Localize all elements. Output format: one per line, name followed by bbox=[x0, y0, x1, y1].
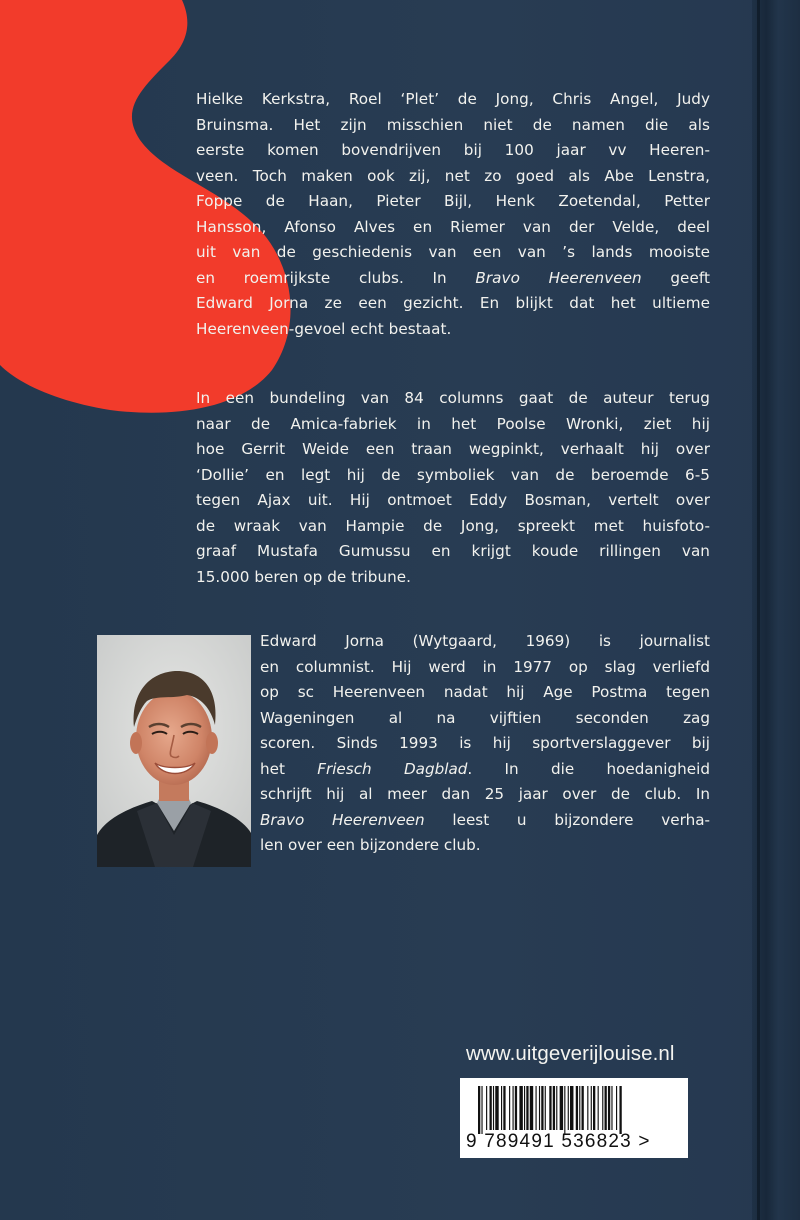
barcode-bar bbox=[587, 1086, 588, 1130]
barcode-bar bbox=[591, 1086, 592, 1130]
blurb-line: Edward Jorna ze een gezicht. En blijkt dat het ultieme bbox=[196, 294, 710, 312]
barcode-bar bbox=[598, 1086, 599, 1130]
bio-line: Edward Jorna (Wytgaard, 1969) is journalist bbox=[260, 632, 710, 650]
barcode-bar bbox=[593, 1086, 595, 1130]
bio-text: . In die hoedanigheid bbox=[467, 759, 710, 778]
blurb-line: In een bundeling van 84 columns gaat de auteur terug bbox=[196, 389, 710, 407]
blurb-paragraph-2 bbox=[196, 386, 710, 590]
author-portrait-illustration bbox=[97, 635, 251, 867]
barcode-bar bbox=[549, 1086, 551, 1130]
author-photo bbox=[97, 635, 251, 867]
blurb-line: Hansson, Afonso Alves en Riemer van der Velde, deel bbox=[196, 217, 710, 236]
newspaper-title-italic: Friesch Dagblad bbox=[317, 759, 468, 778]
barcode-bar bbox=[619, 1086, 621, 1134]
bio-line: Wageningen al na vijftien seconden zag bbox=[260, 708, 710, 727]
blurb-line: graaf Mustafa Gumussu en krijgt koude rillingen van bbox=[196, 542, 710, 560]
bio-line bbox=[260, 808, 710, 834]
barcode-bar bbox=[553, 1086, 555, 1130]
isbn-digits: 9 789491 536823 > bbox=[466, 1131, 651, 1152]
barcode-bar bbox=[486, 1086, 487, 1130]
barcode-bar bbox=[611, 1086, 612, 1130]
book-title-italic: Bravo Heerenveen bbox=[475, 268, 642, 287]
blurb-line: veen. Toch maken ook zij, net zo goed als Abe Lenstra, bbox=[196, 166, 710, 185]
barcode-bar bbox=[564, 1086, 565, 1134]
blurb-paragraph-1 bbox=[196, 87, 710, 342]
barcode-bar bbox=[524, 1086, 525, 1130]
barcode-bar bbox=[568, 1086, 569, 1130]
blurb-line: de wraak van Hampie de Jong, spreekt met huisfoto- bbox=[196, 516, 710, 535]
blurb-line bbox=[196, 266, 710, 292]
barcode-bar bbox=[576, 1086, 578, 1130]
barcode-bar bbox=[602, 1086, 603, 1130]
barcode-bar bbox=[526, 1086, 528, 1130]
book-title-italic: Bravo Heerenveen bbox=[260, 810, 425, 829]
barcode-bar bbox=[481, 1086, 482, 1134]
barcode-bar bbox=[605, 1086, 607, 1130]
blurb-line: Heerenveen-gevoel echt bestaat. bbox=[196, 319, 452, 338]
barcode-bar bbox=[478, 1086, 480, 1134]
barcode-bar bbox=[501, 1086, 502, 1130]
barcode-bar bbox=[539, 1086, 540, 1130]
barcode-bar bbox=[530, 1086, 533, 1130]
bio-line: len over een bijzondere club. bbox=[260, 836, 481, 854]
barcode-bar bbox=[513, 1086, 514, 1130]
blurb-line: 15.000 beren op de tribune. bbox=[196, 567, 412, 586]
barcode-bar bbox=[579, 1086, 580, 1130]
barcode-bar bbox=[519, 1086, 522, 1130]
blurb-line: ‘Dollie’ en legt hij de symboliek van de beroemde 6-5 bbox=[196, 465, 710, 484]
blurb-line: uit van de geschiedenis van een van ’s lands mooiste bbox=[196, 243, 710, 261]
barcode-bar bbox=[503, 1086, 505, 1130]
bio-line: en columnist. Hij werd in 1977 op slag verliefd bbox=[260, 657, 710, 676]
isbn-barcode bbox=[460, 1078, 688, 1158]
barcode-bar bbox=[495, 1086, 498, 1130]
blurb-line: Foppe de Haan, Pieter Bijl, Henk Zoetendal, Petter bbox=[196, 192, 710, 210]
blurb-line: hoe Gerrit Weide een traan wegpinkt, verhaalt hij over bbox=[196, 440, 710, 458]
bio-text: leest u bijzondere verha- bbox=[424, 810, 711, 829]
bio-line: scoren. Sinds 1993 is hij sportverslaggever bij bbox=[260, 734, 710, 752]
barcode-bar bbox=[556, 1086, 557, 1130]
spine-crease bbox=[757, 0, 760, 1220]
barcode-bar bbox=[608, 1086, 610, 1130]
bio-text: het bbox=[260, 759, 318, 778]
blurb-line: Bruinsma. Het zijn misschien niet de namen die als bbox=[196, 115, 710, 134]
bio-line bbox=[260, 757, 710, 783]
blurb-line: Hielke Kerkstra, Roel ‘Plet’ de Jong, Chris Angel, Judy bbox=[196, 90, 710, 108]
blurb-line: eerste komen bovendrijven bij 100 jaar vv Heeren- bbox=[196, 141, 710, 159]
barcode-bar bbox=[536, 1086, 537, 1130]
barcode-bar bbox=[490, 1086, 492, 1130]
barcode-bar bbox=[515, 1086, 517, 1130]
bio-line: schrijft hij al meer dan 25 jaar over de club. In bbox=[260, 785, 710, 803]
barcode-bar bbox=[509, 1086, 510, 1130]
barcode-bar bbox=[493, 1086, 494, 1130]
barcode-bar bbox=[541, 1086, 543, 1130]
blurb-text: en roemrijkste clubs. In bbox=[196, 268, 476, 287]
blurb-line: tegen Ajax uit. Hij ontmoet Eddy Bosman, vertelt over bbox=[196, 491, 710, 509]
barcode-bar bbox=[582, 1086, 584, 1130]
blurb-text: geeft bbox=[641, 268, 710, 287]
blurb-line: naar de Amica-fabriek in het Poolse Wronki, ziet hij bbox=[196, 414, 710, 433]
barcode-bar bbox=[545, 1086, 546, 1130]
barcode-bar bbox=[616, 1086, 617, 1130]
publisher-url: www.uitgeverijlouise.nl bbox=[466, 1042, 675, 1065]
author-bio bbox=[260, 629, 710, 859]
barcode-bar bbox=[560, 1086, 563, 1130]
bio-line: op sc Heerenveen nadat hij Age Postma tegen bbox=[260, 683, 710, 701]
barcode-bar bbox=[570, 1086, 573, 1130]
